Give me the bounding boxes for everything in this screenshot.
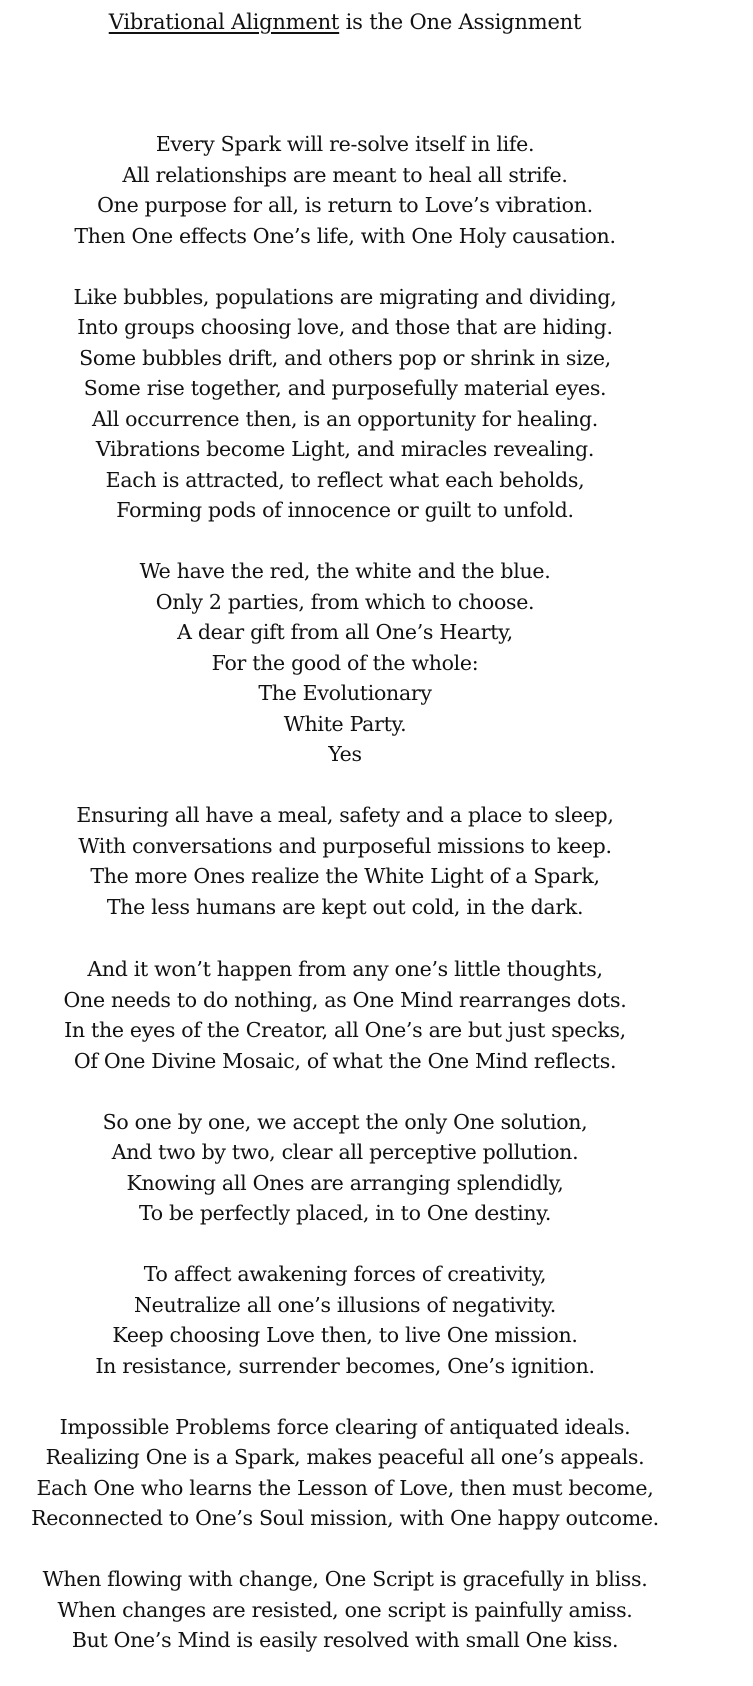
poem-line: Only 2 parties, from which to choose.: [155, 589, 535, 614]
poem-line: For the good of the whole:: [211, 650, 479, 675]
poem-line: Each is attracted, to reflect what each beholds,: [105, 467, 585, 492]
title-underlined-text: Vibrational Alignment: [108, 10, 340, 34]
poem-line: One purpose for all, is return to Love’s vibration.: [97, 193, 593, 217]
poem-line: Keep choosing Love then, to live One mission.: [112, 1323, 578, 1347]
poem-line: The less humans are kept out cold, in the dark.: [106, 894, 584, 919]
poem-line: Neutralize all one’s illusions of negativity.: [134, 1292, 556, 1317]
poem-body: [0, 129, 690, 1686]
poem-line: Forming pods of innocence or guilt to unfold.: [116, 498, 574, 522]
stanza-1: [0, 129, 690, 251]
poem-line: All relationships are meant to heal all strife.: [122, 162, 568, 187]
stanza-2: [0, 282, 690, 526]
stanza-7: [0, 1259, 690, 1381]
poem-line: White Party.: [283, 711, 407, 736]
stanza-6: [0, 1107, 690, 1229]
poem-line: Each One who learns the Lesson of Love, then must become,: [36, 1475, 654, 1500]
poem-line: The Evolutionary: [258, 681, 432, 705]
poem-line: Of One Divine Mosaic, of what the One Mind reflects.: [73, 1048, 617, 1073]
poem-line: Into groups choosing love, and those that are hiding.: [77, 315, 613, 339]
poem-line: In resistance, surrender becomes, One’s ignition.: [95, 1353, 595, 1378]
poem-line: To affect awakening forces of creativity,: [143, 1262, 547, 1286]
poem-line: Like bubbles, populations are migrating and dividing,: [73, 284, 617, 309]
poem-line: Yes: [328, 742, 362, 766]
poem-line: Some bubbles drift, and others pop or shrink in size,: [79, 345, 611, 370]
poem-title: [0, 8, 690, 36]
poem-line: One needs to do nothing, as One Mind rearranges dots.: [63, 987, 627, 1012]
poem-line: Reconnected to One’s Soul mission, with One happy outcome.: [31, 1506, 659, 1530]
poem-line: Some rise together, and purposefully material eyes.: [83, 376, 607, 400]
poem-line: A dear gift from all One’s Hearty,: [177, 620, 513, 644]
poem-line: When flowing with change, One Script is gracefully in bliss.: [42, 1567, 648, 1591]
poem-line: To be perfectly placed, in to One destiny.: [138, 1201, 552, 1225]
poem-line: Vibrations become Light, and miracles revealing.: [95, 437, 595, 461]
stanza-5: [0, 954, 690, 1076]
poem-line: Then One effects One’s life, with One Holy causation.: [74, 223, 616, 248]
poem-line: The more Ones realize the White Light of a Spark,: [90, 864, 600, 888]
poem-line: When changes are resisted, one script is painfully amiss.: [57, 1597, 633, 1622]
stanza-4: [0, 800, 690, 922]
poem-line: Knowing all Ones are arranging splendidly,: [126, 1170, 564, 1195]
poem-line: We have the red, the white and the blue.: [139, 559, 551, 583]
poem-line: Impossible Problems force clearing of antiquated ideals.: [59, 1414, 631, 1439]
poem-line: But One’s Mind is easily resolved with small One kiss.: [71, 1628, 619, 1652]
poem-line: And two by two, clear all perceptive pollution.: [111, 1140, 579, 1164]
poem-line: Realizing One is a Spark, makes peaceful all one’s appeals.: [45, 1445, 645, 1469]
poem-line: In the eyes of the Creator, all One’s are but just specks,: [64, 1018, 626, 1042]
poem-line: Ensuring all have a meal, safety and a place to sleep,: [76, 803, 614, 827]
stanza-3: [0, 556, 690, 770]
poem-line: Every Spark will re-solve itself in life.: [155, 132, 535, 156]
stanza-8: [0, 1412, 690, 1534]
stanza-9: [0, 1564, 690, 1656]
poem-line: All occurrence then, is an opportunity for healing.: [91, 406, 599, 431]
poem-line: And it won’t happen from any one’s little thoughts,: [87, 957, 603, 981]
poem-line: So one by one, we accept the only One solution,: [102, 1109, 588, 1134]
title-rest-text: is the One Assignment: [339, 10, 582, 34]
poem-line: With conversations and purposeful missions to keep.: [78, 833, 612, 858]
